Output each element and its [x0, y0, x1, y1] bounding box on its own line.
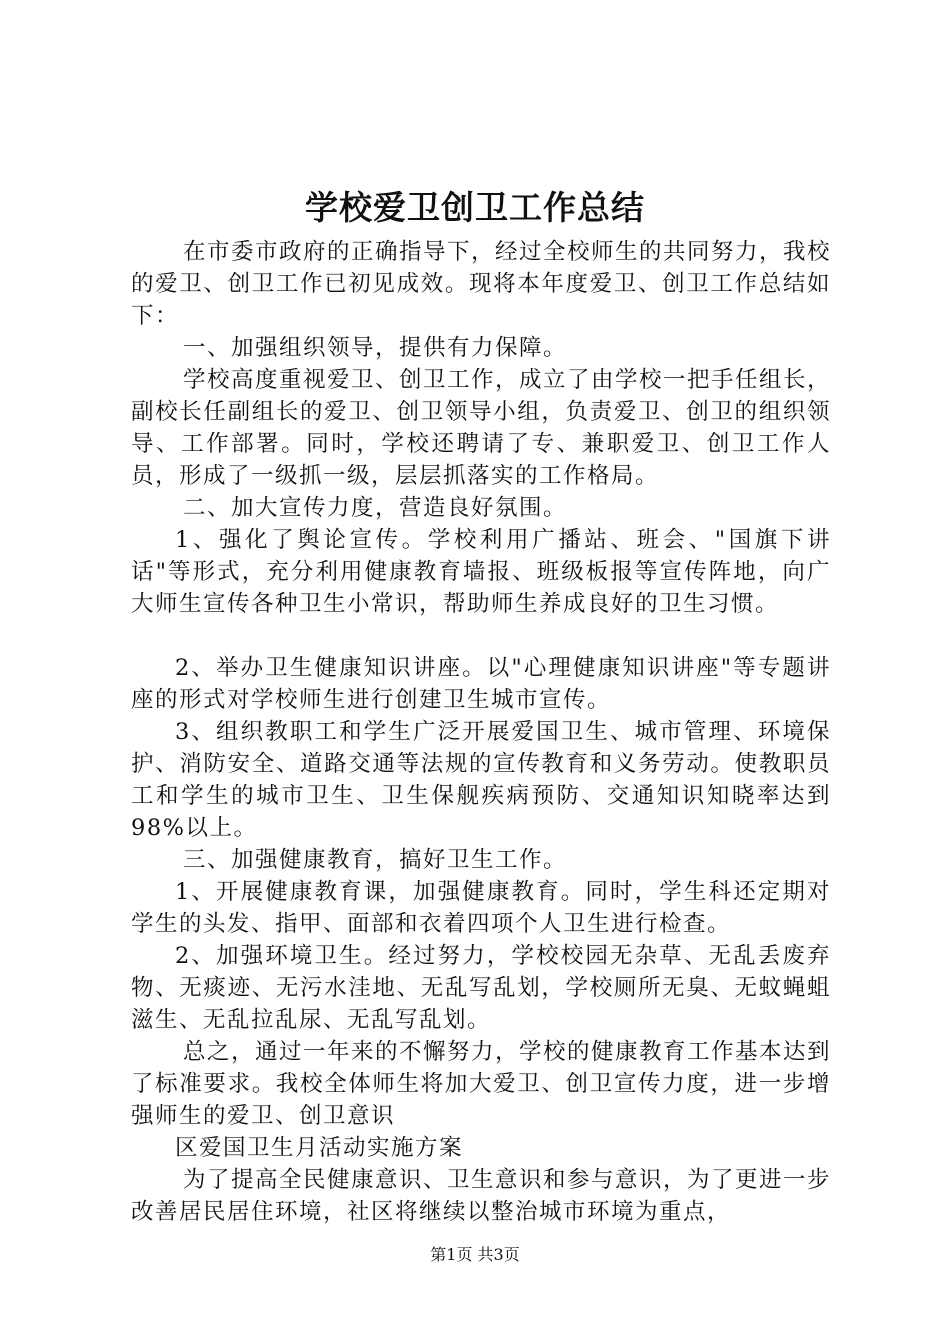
paragraph-organization: 学校高度重视爱卫、创卫工作，成立了由学校一把手任组长，副校长任副组长的爱卫、创卫领导小组，负责爱卫、创卫的组织领导、工作部署。同时，学校还聘请了专、兼职爱卫、创卫工作人员，形成了一级抓一级，层层抓落实的工作格局。 [131, 367, 832, 489]
paragraph-education: 3、组织教职工和学生广泛开展爱国卫生、城市管理、环境保护、消防安全、道路交通等法规的宣传教育和义务劳动。使教职员工和学生的城市卫生、卫生保舰疾病预防、交通知识知晓率达到98%以上。 [131, 719, 831, 841]
section-heading-2: 二、加大宣传力度，营造良好氛围。 [183, 495, 568, 521]
section-heading-3: 三、加强健康教育，搞好卫生工作。 [183, 847, 568, 873]
document-title: 学校爱卫创卫工作总结 [305, 188, 645, 227]
subheading-plan: 区爱国卫生月活动实施方案 [175, 1135, 464, 1161]
paragraph-plan-intro: 为了提高全民健康意识、卫生意识和参与意识，为了更进一步改善居民居住环境，社区将继续以整治城市环境为重点， [131, 1167, 832, 1225]
paragraph-conclusion: 总之，通过一年来的不懈努力，学校的健康教育工作基本达到了标准要求。我校全体师生将加大爱卫、创卫宣传力度，进一步增强师生的爱卫、创卫意识 [131, 1039, 832, 1129]
page-number: 第1页 共3页 [430, 1245, 520, 1264]
document-body [131, 236, 831, 1228]
paragraph-health-course: 1、开展健康教育课，加强健康教育。同时，学生科还定期对学生的头发、指甲、面部和衣着四项个人卫生进行检查。 [131, 879, 831, 937]
section-heading-1: 一、加强组织领导，提供有力保障。 [183, 335, 568, 361]
paragraph-publicity: 1、强化了舆论宣传。学校利用广播站、班会、"国旗下讲话"等形式，充分利用健康教育墙报、班级板报等宣传阵地，向广大师生宣传各种卫生小常识，帮助师生养成良好的卫生习惯。 [131, 527, 831, 617]
paragraph-spacer [131, 620, 831, 652]
paragraph-lecture: 2、举办卫生健康知识讲座。以"心理健康知识讲座"等专题讲座的形式对学校师生进行创建卫生城市宣传。 [131, 655, 831, 713]
paragraph-intro: 在市委市政府的正确指导下，经过全校师生的共同努力，我校的爱卫、创卫工作已初见成效。现将本年度爱卫、创卫工作总结如下： [131, 239, 832, 329]
paragraph-environment: 2、加强环境卫生。经过努力，学校校园无杂草、无乱丢废弃物、无痰迹、无污水洼地、无乱写乱划，学校厕所无臭、无蚊蝇蛆滋生、无乱拉乱尿、无乱写乱划。 [131, 943, 831, 1033]
